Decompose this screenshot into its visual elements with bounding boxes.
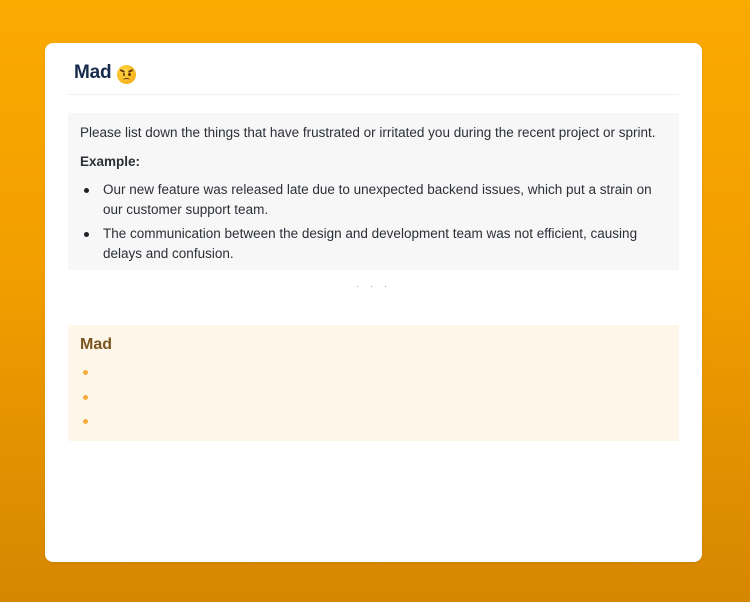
- bullet-icon: [84, 232, 89, 237]
- angry-face-emoji-icon: [117, 65, 136, 84]
- instructions-intro: Please list down the things that have frustrated or irritated you during the recent project or sprint.: [80, 125, 656, 140]
- instructions-panel[interactable]: [68, 113, 679, 270]
- title-divider: [68, 94, 679, 95]
- mad-list-item[interactable]: [80, 414, 667, 439]
- example-text: Our new feature was released late due to unexpected backend issues, which put a strain on our customer support team.: [103, 182, 652, 217]
- example-list: [80, 180, 667, 264]
- template-card: [45, 43, 702, 562]
- bullet-icon: [83, 395, 88, 400]
- bullet-icon: [83, 419, 88, 424]
- mad-panel[interactable]: [68, 325, 679, 441]
- page-title: Mad: [74, 62, 112, 83]
- mad-list-item[interactable]: [80, 365, 667, 390]
- section-separator: · · ·: [355, 281, 392, 292]
- example-item: [80, 180, 667, 220]
- bullet-icon: [84, 188, 89, 193]
- example-text: The communication between the design and development team was not efficient, causing delays and confusion.: [103, 226, 638, 261]
- mad-list: [80, 365, 667, 439]
- bullet-icon: [83, 370, 88, 375]
- title-row: [74, 62, 136, 84]
- example-item: [80, 224, 667, 264]
- mad-heading[interactable]: Mad: [80, 336, 112, 353]
- example-label: Example:: [80, 154, 141, 169]
- mad-list-item[interactable]: [80, 390, 667, 415]
